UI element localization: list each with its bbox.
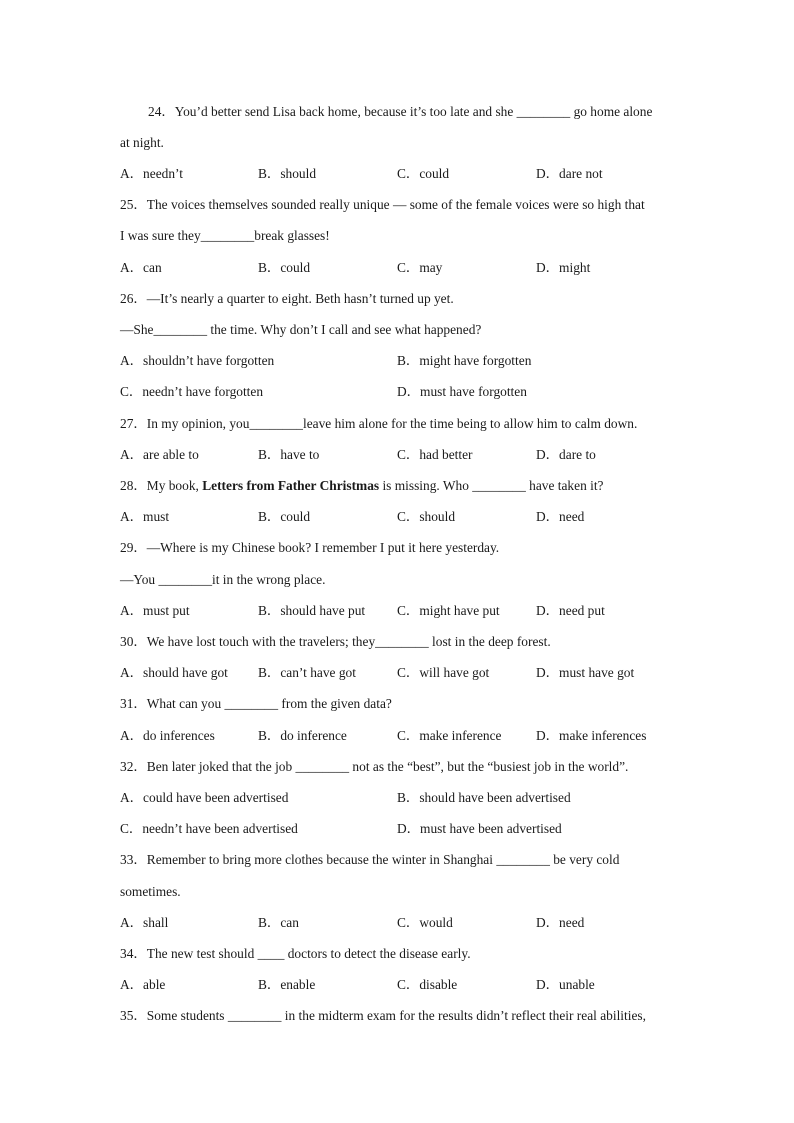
- option-a: A．should have got: [120, 665, 228, 680]
- question-25-stem-cont: I was sure they________break glasses!: [120, 228, 330, 243]
- question-30-options: [120, 662, 720, 684]
- question-33-options: [120, 912, 720, 934]
- question-34-stem: 34．The new test should ____ doctors to detect the disease early.: [120, 946, 471, 961]
- option-d: D．dare not: [536, 166, 603, 181]
- question-32-stem: 32．Ben later joked that the job ________ not as the “best”, but the “busiest job in the world”.: [120, 759, 629, 774]
- question-28-options: [120, 506, 720, 528]
- question-29-stem: 29．—Where is my Chinese book? I remember I put it here yesterday.: [120, 540, 500, 555]
- option-d: D．need: [536, 509, 585, 524]
- option-a: A．can: [120, 260, 162, 275]
- option-a: A．shall: [120, 915, 169, 930]
- book-title: Letters from Father Christmas: [202, 478, 380, 493]
- question-28-text-post: is missing. Who ________ have taken it?: [379, 478, 604, 493]
- question-31-stem: 31．What can you ________ from the given data?: [120, 696, 392, 711]
- question-30-stem: 30．We have lost touch with the travelers; they________ lost in the deep forest.: [120, 634, 551, 649]
- option-c: C．had better: [397, 447, 473, 462]
- option-a: A．could have been advertised: [120, 790, 289, 805]
- option-d: D．must have been advertised: [397, 821, 562, 836]
- question-27-stem: 27．In my opinion, you________leave him alone for the time being to allow him to calm down.: [120, 416, 638, 431]
- option-b: B．should have been advertised: [397, 790, 571, 805]
- option-b: B．can: [258, 915, 299, 930]
- option-b: B．could: [258, 260, 311, 275]
- question-28-text-pre: 28．My book,: [120, 478, 203, 493]
- option-c: C．may: [397, 260, 443, 275]
- option-b: B．do inference: [258, 728, 347, 743]
- question-26-stem-cont: —She________ the time. Why don’t I call and see what happened?: [120, 322, 482, 337]
- option-a: A．must put: [120, 603, 190, 618]
- question-24-stem: 24．You’d better send Lisa back home, because it’s too late and she ________ go home alone: [148, 104, 653, 119]
- question-25-options: [120, 257, 720, 279]
- question-26-options-row2: [120, 381, 720, 403]
- option-d: D．need: [536, 915, 585, 930]
- option-d: D．dare to: [536, 447, 596, 462]
- question-29-stem-cont: —You ________it in the wrong place.: [120, 572, 326, 587]
- option-a: A．able: [120, 977, 166, 992]
- option-d: D．need put: [536, 603, 605, 618]
- option-b: B．should: [258, 166, 317, 181]
- option-b: B．might have forgotten: [397, 353, 532, 368]
- option-c: C．needn’t have been advertised: [120, 821, 298, 836]
- option-b: B．enable: [258, 977, 316, 992]
- option-c: C．will have got: [397, 665, 490, 680]
- option-b: B．should have put: [258, 603, 366, 618]
- question-24-options: [120, 163, 720, 185]
- question-31-options: [120, 725, 720, 747]
- option-d: D．might: [536, 260, 591, 275]
- option-c: C．would: [397, 915, 453, 930]
- question-33-stem: 33．Remember to bring more clothes because the winter in Shanghai ________ be very cold: [120, 852, 620, 867]
- question-25-stem: 25．The voices themselves sounded really unique — some of the female voices were so high that: [120, 197, 645, 212]
- option-b: B．could: [258, 509, 311, 524]
- option-d: D．must have got: [536, 665, 635, 680]
- option-c: C．make inference: [397, 728, 502, 743]
- question-24-stem-cont: at night.: [120, 135, 164, 150]
- option-c: C．disable: [397, 977, 458, 992]
- option-a: A．are able to: [120, 447, 199, 462]
- question-26-stem: 26．—It’s nearly a quarter to eight. Beth hasn’t turned up yet.: [120, 291, 454, 306]
- option-c: C．could: [397, 166, 450, 181]
- option-a: A．must: [120, 509, 170, 524]
- option-a: A．do inferences: [120, 728, 215, 743]
- option-c: C．needn’t have forgotten: [120, 384, 264, 399]
- option-d: D．must have forgotten: [397, 384, 527, 399]
- option-d: D．make inferences: [536, 728, 647, 743]
- question-32-options-row2: [120, 818, 720, 840]
- question-34-options: [120, 974, 720, 996]
- option-c: C．should: [397, 509, 456, 524]
- option-b: B．can’t have got: [258, 665, 356, 680]
- option-b: B．have to: [258, 447, 320, 462]
- question-33-stem-cont: sometimes.: [120, 884, 181, 899]
- question-29-options: [120, 600, 720, 622]
- question-27-options: [120, 444, 720, 466]
- question-32-options-row1: [120, 787, 720, 809]
- question-26-options-row1: [120, 350, 720, 372]
- option-d: D．unable: [536, 977, 595, 992]
- question-35-stem: 35．Some students ________ in the midterm exam for the results didn’t reflect their real abilities,: [120, 1008, 646, 1023]
- option-c: C．might have put: [397, 603, 500, 618]
- option-a: A．needn’t: [120, 166, 183, 181]
- option-a: A．shouldn’t have forgotten: [120, 353, 275, 368]
- question-28-stem: [120, 475, 720, 497]
